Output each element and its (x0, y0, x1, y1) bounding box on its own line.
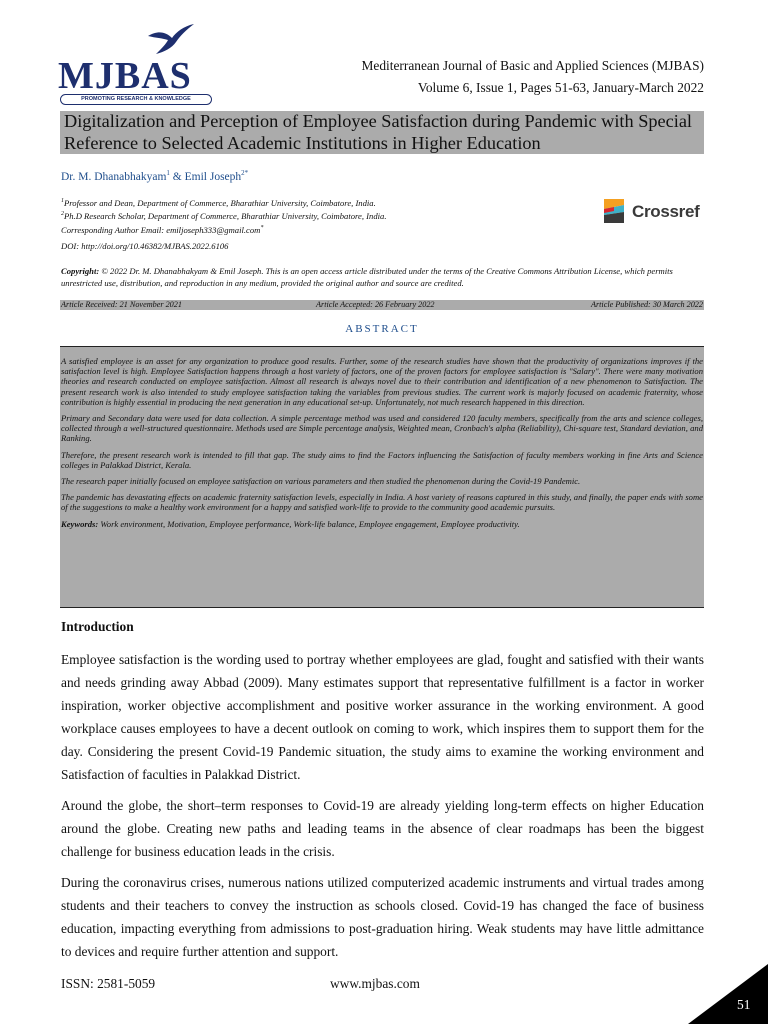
journal-name: Mediterranean Journal of Basic and Applied Sciences (MJBAS) (361, 58, 704, 73)
affiliation-2-text: Ph.D Research Scholar, Department of Commerce, Bharathiar University, Coimbatore, India. (64, 211, 387, 222)
abstract-paragraph: The research paper initially focused on employee satisfaction on various parameters and then studied the phenomenon during the Covid-19 Pandemic. (61, 476, 581, 487)
author-2[interactable]: Emil Joseph (184, 170, 242, 183)
paper-title: Digitalization and Perception of Employee Satisfaction during Pandemic with Special Reference to Selected Academic Institutions in Higher Education (60, 111, 704, 154)
crossref-label: Crossref (632, 202, 700, 221)
doi-link[interactable]: DOI: http://doi.org/10.46382/MJBAS.2022.6106 (61, 241, 229, 251)
date-received: Article Received: 21 November 2021 (61, 300, 182, 309)
journal-volume: Volume 6, Issue 1, Pages 51-63, January-March 2022 (417, 80, 704, 95)
copyright-text: © 2022 Dr. M. Dhanabhakyam & Emil Joseph. This is an open access article distributed under the terms of the Creative Commons Attribution License, which permits unrestricted use, distribution, and reproduction in any medium, provided the original author and source are credited. (61, 266, 673, 288)
body-paragraph: Around the globe, the short–term responses to Covid-19 are already yielding long-term effects on higher Education around the globe. Creating new paths and leading teams in the absence of clear roadmaps has been the biggest challenge for business education leads in the crisis. (61, 798, 704, 859)
abstract-heading: ABSTRACT (345, 323, 419, 335)
keywords-text: Work environment, Motivation, Employee performance, Work-life balance, Employee engagement, Employee productivity. (98, 518, 520, 529)
author-line (61, 169, 248, 183)
date-published: Article Published: 30 March 2022 (590, 300, 703, 309)
abstract-paragraph: Primary and Secondary data were used for data collection. A simple percentage method was used and considered 120 faculty members, specifically from the arts and science colleges, collected through a well-structured questionnaire. Methods used are Simple percentage analysis, Weighted mean, Cronbach's alpha (Reliability), Chi-square test, Standard deviation, and Ranking. (61, 413, 703, 444)
abstract-paragraph: Therefore, the present research work is intended to fill that gap. The study aims to find the Factors influencing the Satisfaction of faculty members working in fine Arts and Science colleges in Palakkad District, Kerala. (61, 449, 703, 470)
abstract-paragraph: A satisfied employee is an asset for any organization to produce good results. Further, some of the research studies have shown that the productivity of organizations improves if the satisfaction level is high. Employee Satisfaction happens through a host variety of factors, one of the proven factors for employee satisfaction is "Salary". There were many motivation theories and research conducted on employee satisfaction. Almost all research is always novel due to their contribution and identification of a new phenomenon to Satisfaction. The present research work is also intended to study employee satisfaction taking the variables from previous studies. The current work is majorly focused on academic fraternity, whose contribution is highly essential in producing the next generation in any educational set-up. Unfortunately, not much research happened in this direction. (61, 356, 703, 407)
corresponding-author (61, 223, 386, 236)
introduction-body (61, 648, 704, 971)
affiliations (61, 196, 386, 236)
page-corner-triangle (688, 964, 768, 1024)
bird-icon (146, 22, 196, 56)
copyright-label: Copyright: (61, 266, 100, 276)
affiliation-1-text: Professor and Dean, Department of Commerce, Bharathiar University, Coimbatore, India. (64, 197, 376, 208)
corresponding-sup: * (260, 224, 264, 231)
introduction-heading: Introduction (61, 619, 134, 634)
body-paragraph: During the coronavirus crises, numerous nations utilized computerized academic instruments and virtual trades among students and their teachers to convey the instruction as schools closed. Covid-19 has changed the face of business education, impacting everything from admissions to post-graduation hiring. Weak students may have little admittance to devices and require further attention and support. (61, 875, 704, 959)
copyright-notice (61, 265, 704, 289)
article-dates (60, 300, 704, 310)
keywords (61, 519, 703, 529)
crossref-icon (602, 197, 628, 225)
journal-header (362, 55, 705, 99)
author-connector: & (169, 170, 185, 183)
footer-website[interactable]: www.mjbas.com (330, 976, 420, 991)
body-paragraph: Employee satisfaction is the wording used to portray whether employees are glad, fought and satisfied with their wants and needs grinding away Abbad (2009). Many estimates support that representative fulfillment is a factor in worker inspiration, worker objective accomplishment and positive worker assurance in the working environment. A good workplace causes employees to have a decent outlook on coming to work, which inspires them to support them for the day. Considering the present Covid-19 Pandemic situation, the study aims to examine the working environment and Satisfaction of faculties in Palakkad District. (61, 652, 704, 782)
page-number: 51 (737, 997, 751, 1012)
logo-tagline: PROMOTING RESEARCH & KNOWLEDGE (60, 94, 212, 105)
author-2-sup: 2* (241, 169, 249, 177)
affiliation-2 (61, 209, 386, 222)
author-1[interactable]: Dr. M. Dhanabhakyam (61, 170, 167, 183)
date-accepted: Article Accepted: 26 February 2022 (316, 300, 435, 309)
crossref-badge[interactable] (602, 194, 706, 230)
abstract-paragraph: The pandemic has devastating effects on academic fraternity satisfaction levels, especially in India. A host variety of reasons captured in this study, and finally, the paper ends with some of the suggestions to make a healthy work environment for a happy and satisfied work-life to provide to the community good academic pursuits. (61, 492, 703, 513)
abstract-box (60, 346, 704, 608)
affiliation-1 (61, 196, 386, 209)
footer-issn: ISSN: 2581-5059 (61, 976, 156, 991)
journal-logo (58, 22, 218, 104)
corresponding-text: Corresponding Author Email: emiljoseph333@gmail.com (61, 224, 261, 235)
keywords-label: Keywords: (61, 518, 99, 529)
affiliation-2-sup: 2 (61, 211, 64, 218)
affiliation-1-sup: 1 (61, 198, 64, 204)
author-1-sup: 1 (166, 169, 170, 177)
logo-wordmark: MJBAS (58, 55, 192, 97)
